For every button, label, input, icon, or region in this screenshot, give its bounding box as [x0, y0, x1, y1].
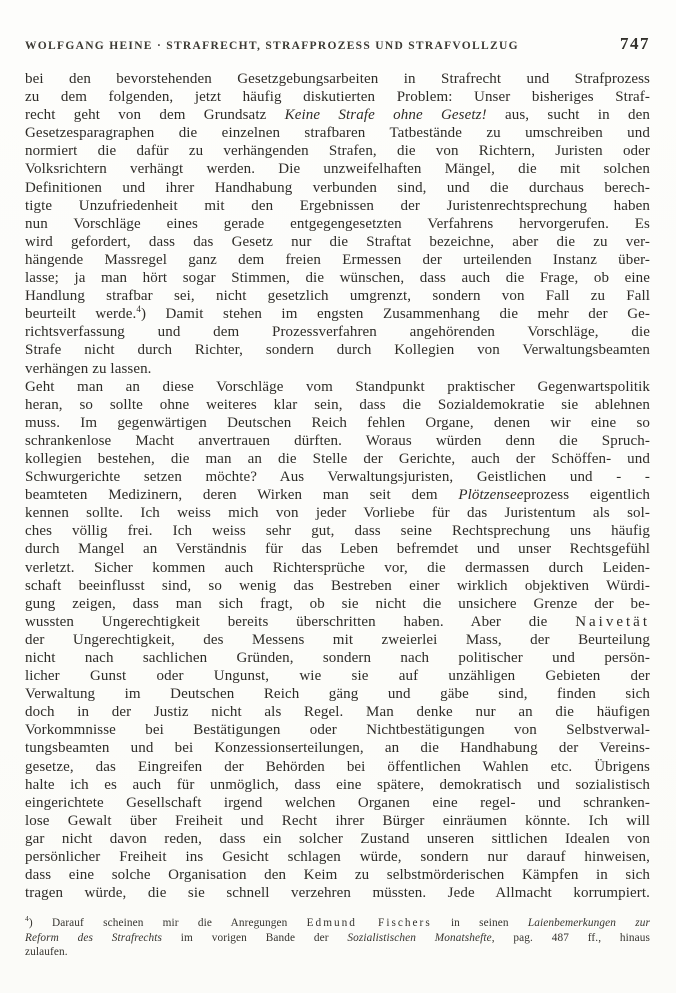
text-line: [25, 577, 650, 595]
text-run: dass eine solche Organisation den Keim zu selbstmörderischen Kämpfen in sich: [25, 867, 650, 884]
text-run: , pag. 487 ff., hinaus: [491, 931, 650, 944]
text-run: Strafe nicht durch Richter, sondern durch Kollegien von Verwaltungsbeamten: [25, 342, 650, 359]
text-line: [25, 305, 650, 323]
text-run: ) Damit stehen im engsten Zusammenhang die mehr der Ge-: [140, 306, 650, 323]
text-run: Gesetzesparagraphen die einzelnen strafbaren Tatbestände zu umschreiben und: [25, 125, 650, 142]
text-line: [25, 758, 650, 776]
text-line: [25, 649, 650, 667]
text-run: bei den bevorstehenden Gesetzgebungsarbeiten in Strafrecht und Strafprozess: [25, 71, 650, 87]
running-head: WOLFGANG HEINE · STRAFRECHT, STRAFPROZESS UND STRAFVOLLZUG: [25, 40, 519, 52]
text-run: persönlicher Freiheit ins Gesicht schlagen würde, sondern nur darauf hinweisen,: [25, 849, 650, 866]
text-run: kollegien bestehen, die man an die Stelle der Gerichte, auch der Schöffen- und: [25, 450, 650, 467]
text-run: richtsverfassung und dem Prozessverfahren angehörenden Vorschläge, die: [25, 324, 650, 341]
text-run: wird gefordert, dass das Gesetz nur die Straftat bezeichne, aber die zu ver-: [25, 233, 650, 250]
text-run: zulaufen.: [25, 945, 68, 958]
text-run: verhängen zu lassen.: [25, 360, 152, 377]
text-line: [25, 269, 650, 287]
text-run: tigte Unzufriedenheit mit den Ergebnissen der Juristenrechtsprechung haben: [25, 197, 650, 214]
italic-phrase: Reform des Strafrechts: [25, 931, 163, 944]
text-line: [25, 703, 650, 721]
text-line: [25, 559, 650, 577]
text-run: verletzt. Sicher kommen auch Richtersprüche vor, die dermassen durch Leiden-: [25, 559, 650, 576]
text-line: [25, 450, 650, 468]
text-run: normiert die dafür zu verhängenden Strafen, die von Richtern, Juristen oder: [25, 143, 650, 160]
footnote: [25, 916, 650, 959]
text-line: [25, 812, 650, 830]
page-number: 747: [620, 34, 650, 53]
text-run: ) Darauf scheinen mir die Anregungen: [28, 917, 307, 930]
footnote-marker: 4: [25, 914, 29, 924]
text-run: tungsbeamten und bei Konzessionserteilungen, an die Handhabung der Vereins-: [25, 740, 650, 757]
text-line: [25, 667, 650, 685]
text-line: [25, 432, 650, 450]
text-run: nicht nach sachlichen Gründen, sondern nach politischer und persön-: [25, 650, 650, 666]
text-line: [25, 866, 650, 884]
text-line: [25, 70, 650, 88]
text-line: [25, 540, 650, 558]
text-run: beamteten Medizinern, deren Wirken man seit dem: [25, 487, 459, 504]
text-line: [25, 486, 650, 504]
text-run: hängende Massregel ganz dem freien Ermessen der urteilenden Instanz über-: [25, 251, 650, 268]
text-line: [25, 848, 650, 866]
text-line: [25, 595, 650, 613]
text-line: [25, 776, 650, 794]
text-line: [25, 721, 650, 739]
letterspaced-phrase: Naivetät: [575, 613, 650, 630]
text-run: recht geht von dem Grundsatz: [25, 107, 285, 124]
text-run: Geht man an diese Vorschläge vom Standpunkt praktischer Gegenwartspolitik: [25, 378, 650, 395]
text-line: [25, 215, 650, 233]
italic-phrase: Sozialistischen Monatshefte: [347, 931, 492, 944]
text-run: gesetze, das Eingreifen der Behörden bei öffentlichen Wahlen etc. Übrigens: [25, 758, 650, 775]
text-line: [25, 396, 650, 414]
text-run: zu dem folgenden, jetzt häufig diskutierten Problem: Unser bisheriges Straf-: [25, 89, 650, 106]
text-line: [25, 685, 650, 703]
text-run: wussten Ungerechtigkeit bereits überschritten haben. Aber die: [25, 613, 576, 630]
text-run: ches völlig frei. Ich weiss sehr gut, dass seine Rechtsprechung uns häufig: [25, 523, 650, 540]
text-run: halte ich es auch für unmöglich, dass eine spätere, demokratisch und sozialistisch: [25, 776, 650, 793]
text-line: [25, 124, 650, 142]
text-line: [25, 233, 650, 251]
text-run: schrankenlose Macht anvertrauen dürften. Woraus würden denn die Spruch-: [25, 432, 650, 449]
text-run: durch Mangel an Verständnis für das Leben befremdet und unser Rechtsgefühl: [25, 541, 650, 558]
text-line: [25, 945, 650, 959]
italic-phrase: Keine Strafe ohne Gesetz!: [284, 107, 487, 124]
text-line: [25, 522, 650, 540]
text-run: Schwurgerichte setzen möchte? Aus Verwaltungsjuristen, Geistlichen und - -: [25, 469, 650, 486]
text-run: eingerichtete Gesellschaft irgend welchen Organen eine regel- und schranken-: [25, 794, 650, 811]
text-line: [25, 830, 650, 848]
text-line: [25, 468, 650, 486]
text-run: schaft beeinflusst sind, so wenig das Bestreben einer wirklich objektiven Würdi-: [25, 577, 650, 594]
text-run: heran, so sollte ohne weiteres klar sein, dass die Sozialdemokratie sie ablehnen: [25, 396, 650, 413]
text-run: licher Gunst oder Ungunst, wie sie auf unzähligen Gebieten der: [25, 668, 650, 685]
text-line: [25, 287, 650, 305]
text-line: [25, 323, 650, 341]
text-line: [25, 106, 650, 124]
text-line: [25, 251, 650, 269]
text-run: Vorkommnisse bei Bestätigungen oder Nichtbestätigungen von Selbstverwal-: [25, 722, 650, 739]
text-run: muss. Im gegenwärtigen Deutschen Reich fehlen Organe, denen wir eine so: [25, 414, 650, 431]
letterspaced-phrase: Edmund Fischers: [306, 917, 432, 930]
text-line: [25, 197, 650, 215]
body-text: [25, 70, 650, 902]
text-run: der Ungerechtigkeit, des Messens mit zweierlei Mass, der Beurteilung: [25, 631, 650, 648]
text-line: [25, 916, 650, 930]
text-line: [25, 613, 650, 631]
text-run: nun Vorschläge eines gerade entgegengesetzten Verfahrens hervorgerufen. Es: [25, 215, 650, 232]
text-run: beurteilt werde.: [25, 306, 137, 323]
text-run: Verwaltung im Deutschen Reich gäng und gäbe sind, finden sich: [25, 686, 650, 703]
text-line: [25, 739, 650, 757]
text-run: in seinen: [431, 917, 528, 930]
text-line: [25, 179, 650, 197]
text-run: aus, sucht in den: [486, 107, 650, 124]
italic-phrase: Laienbemerkungen zur: [527, 917, 650, 930]
text-run: lose Gewalt über Freiheit und Recht ihrer Bürger einräumen könnte. Ich will: [25, 812, 650, 829]
footnote-marker: 4: [136, 304, 141, 315]
text-run: gung zeigen, dass man sich fragt, ob sie nicht die unsichere Grenze der be-: [25, 595, 650, 612]
text-run: tragen würde, die sie schnell verzehren müssten. Jede Allmacht korrumpiert.: [25, 885, 650, 902]
text-line: [25, 360, 650, 378]
text-line: [25, 631, 650, 649]
text-line: [25, 142, 650, 160]
text-run: im vorigen Bande der: [162, 931, 348, 944]
text-run: doch in der Justiz nicht als Regel. Man denke nur an die häufigen: [25, 704, 650, 721]
text-line: [25, 794, 650, 812]
text-line: [25, 931, 650, 945]
paragraph: [25, 378, 650, 903]
page-header: [25, 34, 650, 54]
text-run: gar nicht davon reden, dass ein solcher Zustand unseren sittlichen Idealen von: [25, 830, 650, 847]
text-line: [25, 88, 650, 106]
italic-phrase: Plötzensee: [458, 487, 524, 504]
text-run: prozess eigentlich: [523, 487, 650, 504]
text-line: [25, 341, 650, 359]
paragraph: [25, 70, 650, 378]
text-line: [25, 160, 650, 178]
text-run: Handlung strafbar sei, nicht gesetzlich umgrenzt, sondern von Fall zu Fall: [25, 288, 650, 305]
text-line: [25, 884, 650, 902]
text-line: [25, 414, 650, 432]
text-run: lasse; ja man hört sogar Stimmen, die wünschen, dass auch die Frage, ob eine: [25, 270, 650, 287]
text-run: kennen sollte. Ich weiss mich von jeder Vorliebe für das Juristentum als sol-: [25, 505, 650, 522]
text-line: [25, 504, 650, 522]
text-run: Volksrichtern verhängt werden. Die unzweifelhaften Mängel, die mit solchen: [25, 161, 650, 178]
text-run: Definitionen und ihrer Handhabung verbunden sind, und die durchaus berech-: [25, 179, 650, 196]
text-line: [25, 378, 650, 396]
